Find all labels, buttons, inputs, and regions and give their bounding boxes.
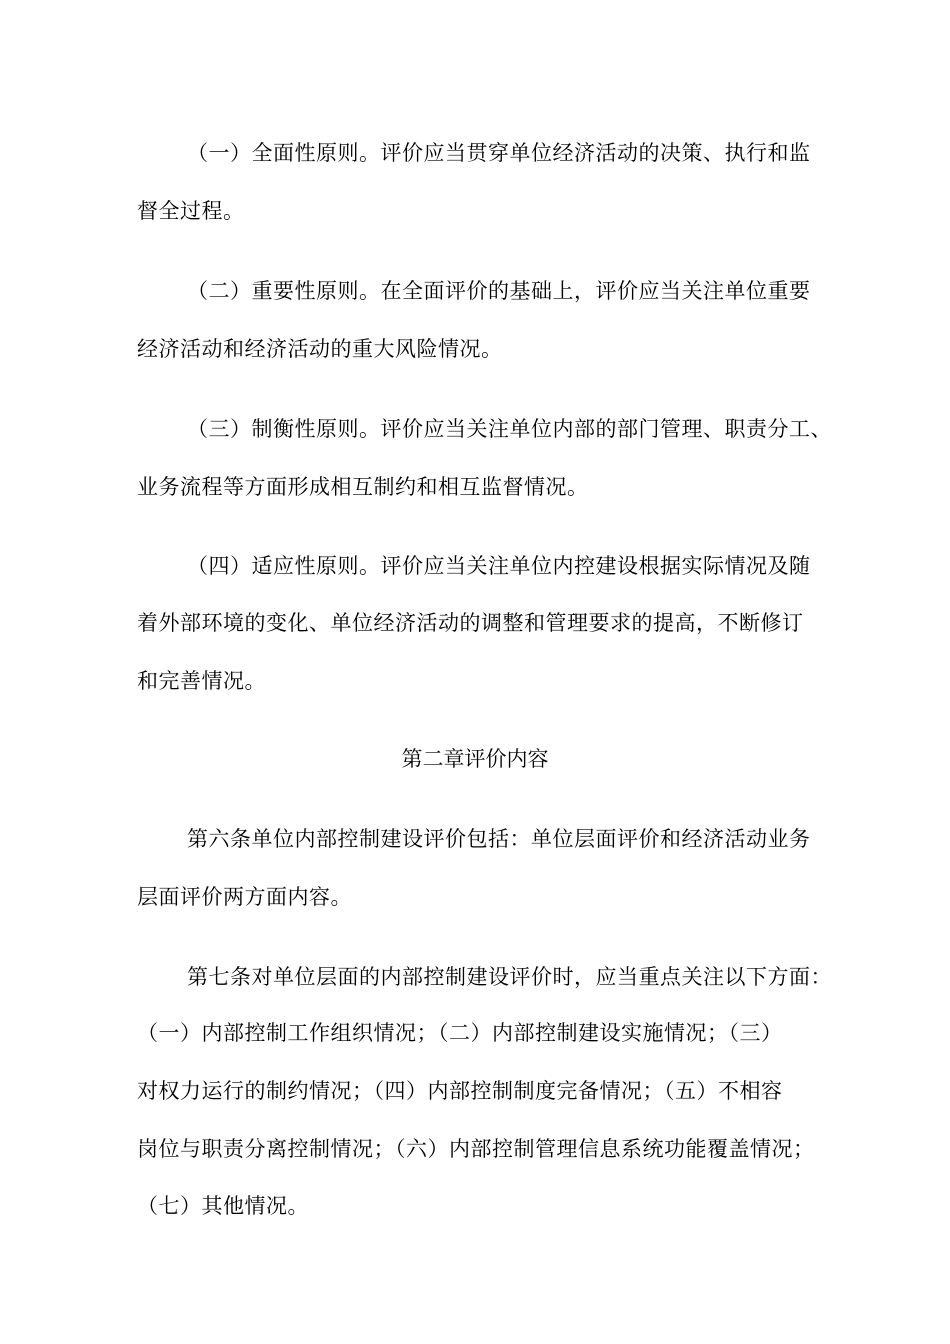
article-line: 对权力运行的制约情况；（四）内部控制制度完备情况；（五）不相容 (137, 1079, 783, 1103)
article-line: （七）其他情况。 (137, 1194, 309, 1218)
article-line: （一）内部控制工作组织情况；（二）内部控制建设实施情况；（三） (137, 1021, 783, 1045)
paragraph-line: 经济活动和经济活动的重大风险情况。 (137, 337, 503, 361)
chapter-heading: 第二章评价内容 (401, 747, 549, 771)
paragraph-line: 督全过程。 (137, 199, 245, 223)
paragraph-line: （二）重要性原则。在全面评价的基础上，评价应当关注单位重要 (187, 279, 811, 303)
article-line: 第七条对单位层面的内部控制建设评价时，应当重点关注以下方面： (187, 965, 832, 989)
paragraph-line: 和完善情况。 (137, 669, 266, 693)
paragraph-line: （三）制衡性原则。评价应当关注单位内部的部门管理、职责分工、 (187, 417, 832, 441)
article-line: 第六条单位内部控制建设评价包括：单位层面评价和经济活动业务 (187, 827, 811, 851)
paragraph-line: 着外部环境的变化、单位经济活动的调整和管理要求的提高，不断修订 (137, 611, 804, 635)
article-line: 岗位与职责分离控制情况；（六）内部控制管理信息系统功能覆盖情况； (137, 1137, 815, 1161)
paragraph-line: 业务流程等方面形成相互制约和相互监督情况。 (137, 475, 589, 499)
paragraph-line: （四）适应性原则。评价应当关注单位内控建设根据实际情况及随 (187, 554, 811, 578)
article-line: 层面评价两方面内容。 (137, 885, 352, 909)
paragraph-line: （一）全面性原则。评价应当贯穿单位经济活动的决策、执行和监 (187, 141, 811, 165)
